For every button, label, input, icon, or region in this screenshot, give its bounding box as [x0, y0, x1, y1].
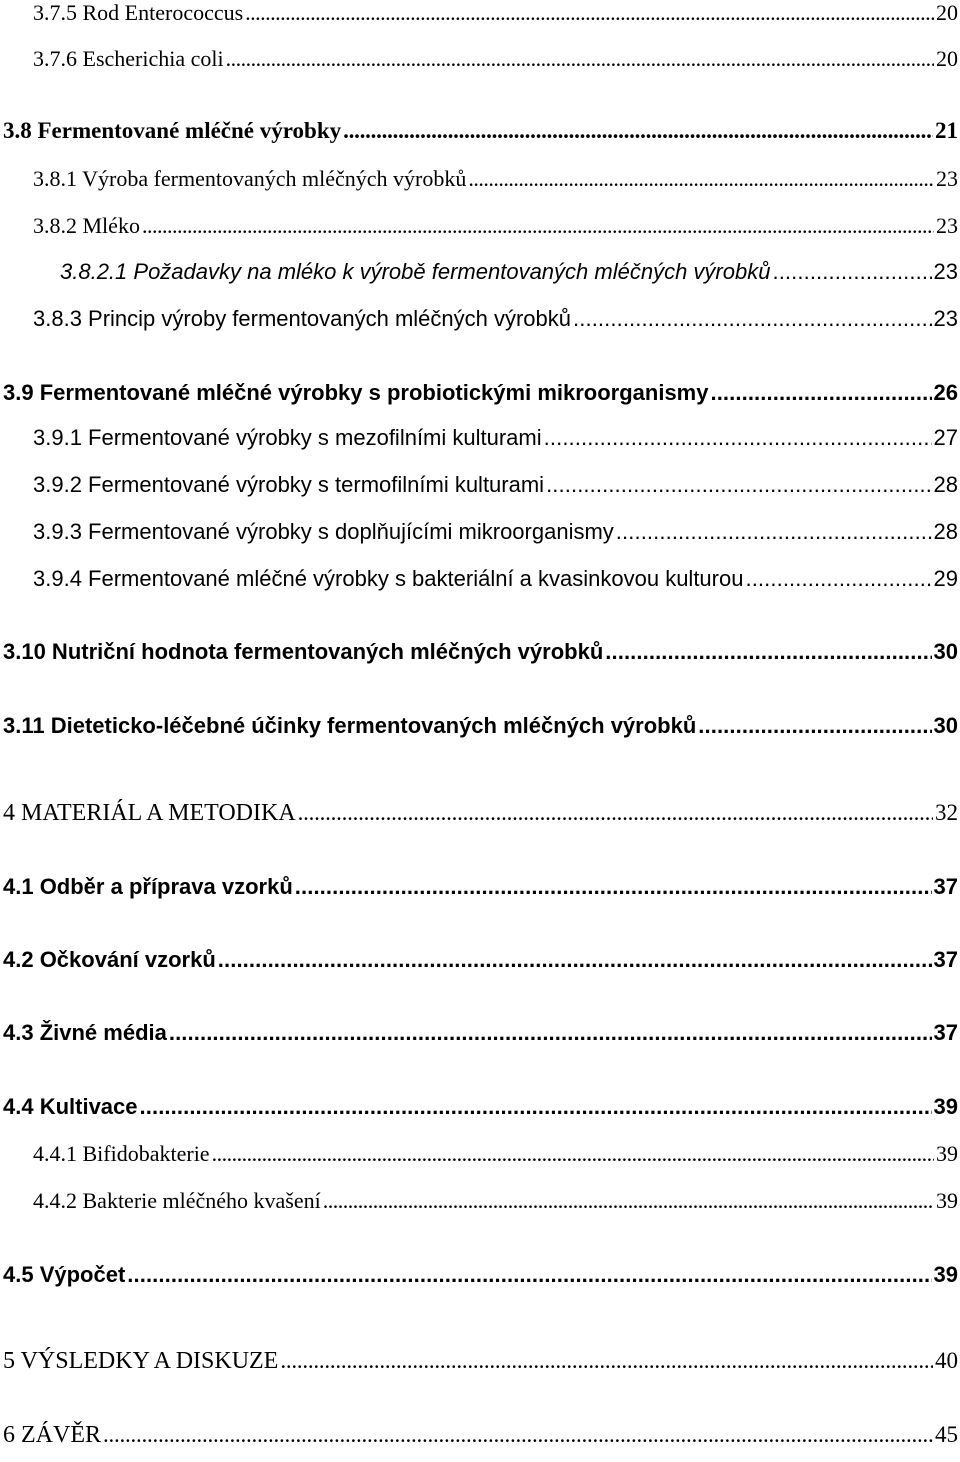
dot-leader — [544, 425, 932, 451]
dot-leader — [323, 1188, 934, 1214]
dot-leader — [546, 472, 931, 498]
toc-entry-page: 23 — [936, 213, 958, 238]
toc-entry-label: 3.11 Dieteticko-léčebné účinky fermentovaných mléčných výrobků — [3, 713, 697, 738]
toc-entry-page: 39 — [936, 1188, 958, 1213]
dot-leader — [298, 800, 933, 826]
dot-leader — [343, 118, 933, 144]
toc-entry-label: 4.2 Očkování vzorků — [3, 947, 216, 972]
dot-leader — [212, 1141, 934, 1167]
dot-leader — [698, 713, 931, 739]
toc-entry-page: 23 — [936, 166, 958, 191]
toc-entry-label: 5 VÝSLEDKY A DISKUZE — [3, 1348, 279, 1374]
toc-entry-label: 3.8.2.1 Požadavky na mléko k výrobě fermentovaných mléčných výrobků — [60, 259, 771, 284]
toc-entry[interactable] — [3, 713, 958, 739]
dot-leader — [226, 46, 934, 72]
toc-entry-label: 3.9 Fermentované mléčné výrobky s probiotickými mikroorganismy — [3, 380, 709, 405]
toc-entry[interactable] — [33, 0, 958, 26]
dot-leader — [772, 259, 931, 285]
toc-entry[interactable] — [3, 947, 958, 973]
toc-entry[interactable] — [3, 639, 958, 665]
toc-entry-page: 37 — [933, 1020, 958, 1045]
toc-entry-page: 28 — [933, 472, 958, 497]
toc-entry-page: 40 — [935, 1348, 958, 1373]
toc-entry-page: 39 — [933, 1262, 958, 1287]
toc-entry-page: 30 — [933, 713, 958, 738]
toc-entry-label: 4.4.2 Bakterie mléčného kvašení — [33, 1188, 321, 1213]
toc-entry[interactable] — [3, 118, 958, 144]
toc-entry-page: 39 — [933, 1094, 958, 1119]
toc-entry-page: 27 — [933, 425, 958, 450]
toc-entry-page: 20 — [936, 0, 958, 25]
toc-entry-label: 3.9.2 Fermentované výrobky s termofilními kulturami — [33, 472, 545, 497]
dot-leader — [745, 566, 931, 592]
toc-entry-label: 6 ZÁVĚR — [3, 1422, 101, 1448]
toc-entry[interactable] — [33, 46, 958, 72]
toc-entry[interactable] — [33, 1188, 958, 1214]
dot-leader — [280, 1348, 933, 1374]
toc-entry-label: 3.8.1 Výroba fermentovaných mléčných výrobků — [33, 166, 467, 191]
toc-entry-label: 4.4.1 Bifidobakterie — [33, 1141, 210, 1166]
dot-leader — [710, 380, 931, 406]
toc-entry[interactable] — [33, 213, 958, 239]
toc-entry-page: 28 — [933, 519, 958, 544]
dot-leader — [295, 874, 932, 900]
toc-entry-page: 39 — [936, 1141, 958, 1166]
dot-leader — [245, 0, 934, 26]
toc-entry[interactable] — [3, 1020, 958, 1046]
toc-entry-label: 3.8 Fermentované mléčné výrobky — [3, 118, 342, 143]
dot-leader — [218, 947, 932, 973]
toc-entry[interactable] — [3, 1348, 958, 1375]
toc-entry-label: 3.9.4 Fermentované mléčné výrobky s bakteriální a kvasinkovou kulturou — [33, 566, 744, 591]
toc-entry[interactable] — [3, 1262, 958, 1288]
toc-entry-label: 4.5 Výpočet — [3, 1262, 126, 1287]
toc-entry-label: 4.4 Kultivace — [3, 1094, 138, 1119]
toc-entry[interactable] — [33, 166, 958, 192]
toc-entry-page: 23 — [933, 259, 958, 284]
toc-entry-page: 30 — [933, 639, 958, 664]
toc-entry-label: 3.7.5 Rod Enterococcus — [33, 0, 244, 25]
dot-leader — [140, 1094, 932, 1120]
dot-leader — [468, 166, 934, 192]
toc-entry-label: 3.7.6 Escherichia coli — [33, 46, 224, 71]
dot-leader — [169, 1020, 932, 1046]
toc-entry[interactable] — [60, 259, 958, 285]
dot-leader — [573, 306, 932, 332]
toc-entry[interactable] — [33, 1141, 958, 1167]
toc-entry[interactable] — [33, 519, 958, 545]
toc-entry-page: 37 — [933, 874, 958, 899]
toc-entry-page: 32 — [935, 800, 958, 825]
toc-entry-label: 3.8.2 Mléko — [33, 213, 140, 238]
dot-leader — [142, 213, 934, 239]
toc-entry-page: 29 — [933, 566, 958, 591]
toc-entry[interactable] — [33, 425, 958, 451]
toc-entry-label: 3.10 Nutriční hodnota fermentovaných mléčných výrobků — [3, 639, 604, 664]
toc-entry-page: 20 — [936, 46, 958, 71]
toc-entry[interactable] — [33, 472, 958, 498]
dot-leader — [127, 1262, 931, 1288]
toc-entry[interactable] — [3, 800, 958, 827]
toc-entry-page: 26 — [933, 380, 958, 405]
toc-entry[interactable] — [33, 306, 958, 332]
toc-entry[interactable] — [3, 380, 958, 406]
toc-entry[interactable] — [3, 1094, 958, 1120]
toc-entry-page: 21 — [935, 118, 958, 143]
dot-leader — [616, 519, 932, 545]
toc-entry-label: 4.3 Živné média — [3, 1020, 167, 1045]
toc-entry-page: 23 — [933, 306, 958, 331]
toc-entry[interactable] — [3, 1422, 958, 1449]
toc-entry-label: 3.9.3 Fermentované výrobky s doplňujícími mikroorganismy — [33, 519, 614, 544]
toc-entry[interactable] — [33, 566, 958, 592]
toc-entry-label: 3.9.1 Fermentované výrobky s mezofilními kulturami — [33, 425, 542, 450]
toc-entry-label: 4.1 Odběr a příprava vzorků — [3, 874, 293, 899]
toc-entry-page: 45 — [935, 1422, 958, 1447]
toc-entry-page: 37 — [933, 947, 958, 972]
dot-leader — [605, 639, 931, 665]
dot-leader — [103, 1422, 933, 1448]
toc-entry-label: 3.8.3 Princip výroby fermentovaných mléčných výrobků — [33, 306, 572, 331]
toc-entry-label: 4 MATERIÁL A METODIKA — [3, 800, 296, 826]
toc-entry[interactable] — [3, 874, 958, 900]
